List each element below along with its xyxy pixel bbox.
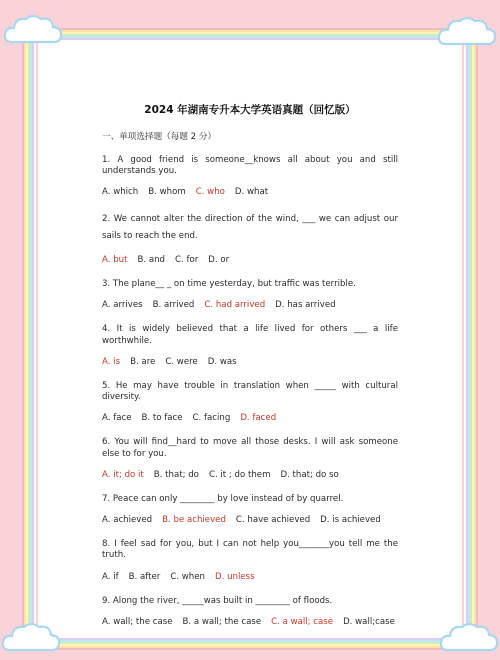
option: B. are — [130, 356, 156, 367]
option: A. arrives — [102, 300, 143, 311]
cloud-icon — [2, 12, 64, 50]
option: A. which — [102, 187, 139, 198]
option: D. is achieved — [320, 515, 381, 526]
cloud-icon — [436, 14, 498, 52]
option-row — [102, 413, 398, 424]
question-item — [102, 155, 398, 199]
answer-option: D. unless — [215, 571, 255, 582]
section-heading: 一、单项选择题（每题 2 分） — [102, 131, 217, 142]
answer-option: A. it; do it — [102, 469, 144, 480]
question-item — [102, 211, 398, 266]
option: D. what — [234, 187, 269, 198]
option-row — [102, 617, 398, 628]
option-row — [102, 357, 398, 368]
option: A. wall; the case — [102, 616, 173, 627]
question-text: 4. It is widely believed that a life lived for others ___ a life worthwhile. — [102, 324, 398, 346]
cloud-icon — [438, 618, 500, 658]
question-text: 3. The plane__ _ on time yesterday, but traffic was terrible. — [102, 279, 356, 289]
option: C. have achieved — [235, 515, 311, 526]
option: B. whom — [148, 187, 186, 198]
rainbow-border-left — [22, 40, 36, 638]
question-text: 6. You will find__hard to move all those desks. I will ask someone else to for you. — [102, 437, 398, 459]
question-text: 2. We cannot alter the direction of the wind, ___ we can adjust our sails to reach the end. — [102, 214, 398, 242]
option-row — [102, 572, 398, 583]
question-item — [102, 437, 398, 481]
option: B. to face — [141, 413, 183, 424]
question-text: 5. He may have trouble in translation when _____ with cultural diversity. — [102, 380, 398, 403]
option: A. achieved — [102, 515, 153, 526]
option: C. it ; do them — [208, 469, 271, 480]
question-list — [102, 155, 398, 628]
rainbow-border-top — [36, 28, 464, 42]
question-text: 8. I feel sad for you, but I can not help you_______you tell me the truth. — [102, 539, 398, 561]
option-row — [102, 255, 398, 266]
option: D. wall;case — [343, 616, 395, 627]
cloud-icon — [0, 618, 62, 658]
question-item — [102, 494, 398, 526]
option-row — [102, 515, 398, 526]
rainbow-border-right — [464, 40, 478, 638]
question-item — [102, 596, 398, 628]
page-title: 2024 年湖南专升本大学英语真题（回忆版） — [144, 104, 356, 116]
option: D. was — [207, 356, 237, 367]
option: D. has arrived — [275, 300, 336, 311]
option: C. were — [165, 356, 198, 367]
option-row — [102, 300, 398, 311]
option: B. after — [128, 571, 161, 582]
option: C. for — [175, 254, 199, 265]
question-item — [102, 279, 398, 311]
option: A. face — [102, 413, 132, 424]
answer-option: B. be achieved — [162, 515, 226, 526]
option-row — [102, 187, 398, 198]
option: B. arrived — [152, 300, 195, 311]
exam-content — [102, 104, 398, 641]
option: C. facing — [192, 413, 231, 424]
answer-option: C. a wall; case — [271, 616, 334, 627]
answer-option: D. faced — [240, 413, 277, 424]
option: B. that; do — [153, 469, 199, 480]
option: D. that; do so — [280, 469, 339, 480]
question-item — [102, 324, 398, 368]
question-text: 7. Peace can only ________ by love instead of by quarrel. — [102, 493, 344, 504]
option: A. if — [102, 571, 119, 582]
option: C. when — [170, 571, 205, 582]
option: D. or — [208, 254, 230, 265]
option: B. a wall; the case — [182, 616, 262, 627]
question-item — [102, 539, 398, 583]
question-item — [102, 381, 398, 425]
question-text: 9. Along the river, _____was built in ________ of floods. — [102, 595, 333, 606]
option-row — [102, 470, 398, 481]
answer-option: A. is — [102, 356, 121, 367]
option: B. and — [137, 254, 165, 265]
answer-option: C. had arrived — [204, 300, 266, 311]
question-text: 1. A good friend is someone__knows all about you and still understands you. — [102, 154, 398, 176]
answer-option: A. but — [102, 254, 128, 265]
answer-option: C. who — [195, 187, 225, 198]
